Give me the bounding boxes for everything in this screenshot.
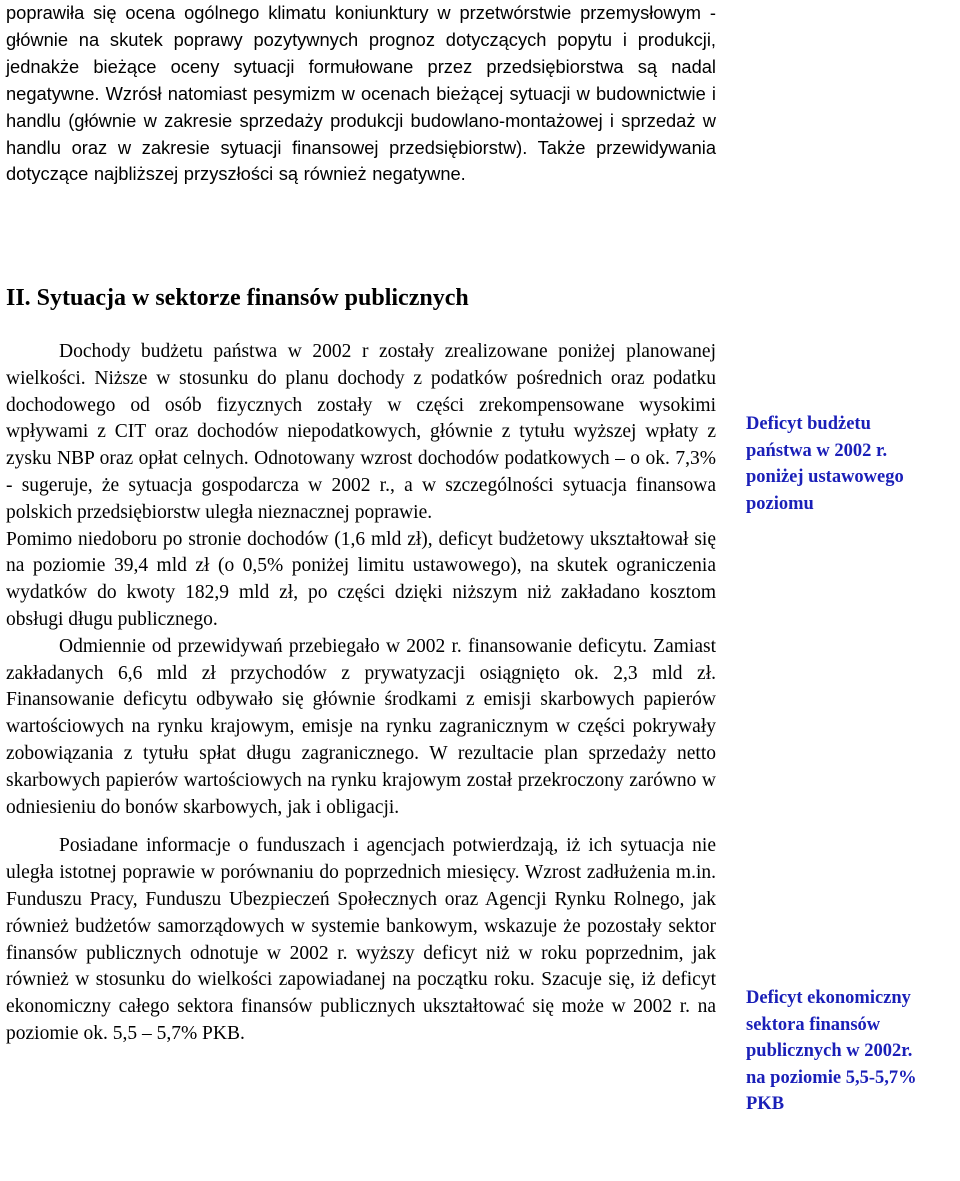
paragraph-financing: Odmiennie od przewidywań przebiegało w 2002 r. finansowanie deficytu. Zamiast zakładanych 6,6 mld zł przychodów z prywatyzacji osiągnięto ok. 2,3 mld zł. Finansowanie deficytu odbywało się głównie środkami z emisji skarbowych papierów wartościowych na rynku krajowym, emisje na rynku zagranicznym w części pokrywały zobowiązania z tytułu spłat długu zagranicznego. W rezultacie plan sprzedaży netto skarbowych papierów wartościowych na rynku krajowym został przekroczony zarówno w odniesieniu do bonów skarbowych, jak i obligacji. [6,635,716,818]
intro-paragraph: poprawiła się ocena ogólnego klimatu koniunktury w przetwórstwie przemysłowym - głównie na skutek poprawy pozytywnych prognoz dotyczących popytu i produkcji, jednakże bieżące oceny sytuacji formułowane przez przedsiębiorstwa są nadal negatywne. Wzrósł natomiast pesymizm w ocenach bieżącej sytuacji w budownictwie i handlu (głównie w zakresie sprzedaży produkcji budowlano-montażowej i sprzedaż w handlu oraz w zakresie sytuacji finansowej przedsiębiorstw). Także przewidywania dotyczące najbliższej przyszłości są również negatywne. [6,2,716,185]
section-heading: II. Sytuacja w sektorze finansów publicznych [6,285,469,311]
sidenote-budget-deficit [746,411,958,517]
paragraph-deficit: Pomimo niedoboru po stronie dochodów (1,6 mld zł), deficyt budżetowy ukształtował się na poziomie 39,4 mld zł (o 0,5% poniżej limitu ustawowego), na skutek ograniczenia wydatków do kwoty 182,9 mld zł, po części dzięki niższym niż zakładano kosztom obsługi długu publicznego. [6,528,716,630]
sidenote-line: poziomu [746,493,814,514]
sidenote-line: państwa w 2002 r. [746,440,888,461]
sidenote-economic-deficit [746,985,958,1118]
sidenote-line: PKB [746,1094,785,1114]
sidenote-line: poniżej ustawowego [746,467,904,487]
sidenote-line: Deficyt ekonomiczny [746,988,911,1008]
sidenote-line: Deficyt budżetu [746,414,871,434]
section-body [6,339,716,1048]
sidenote-line: sektora finansów [746,1014,881,1035]
sidenote-line: publicznych w 2002r. [746,1041,913,1061]
sidenote-line: na poziomie 5,5-5,7% [746,1067,917,1088]
paragraph-funds: Posiadane informacje o funduszach i agencjach potwierdzają, iż ich sytuacja nie uległa istotnej poprawie w porównaniu do poprzednich miesięcy. Wzrost zadłużenia m.in. Funduszu Pracy, Funduszu Ubezpieczeń Społecznych oraz Agencji Rynku Rolnego, jak również budżetów samorządowych w systemie bankowym, wskazuje że pozostały sektor finansów publicznych odnotuje w 2002 r. wyższy deficyt niż w roku poprzednim, jak również w stosunku do wielkości zapowiadanej na początku roku. Szacuje się, iż deficyt ekonomiczny całego sektora finansów publicznych ukształtować się może w 2002 r. na poziomie ok. 5,5 – 5,7% PKB. [6,835,716,1044]
paragraph-gap [6,821,716,833]
paragraph-revenue: Dochody budżetu państwa w 2002 r zostały zrealizowane poniżej planowanej wielkości. Niższe w stosunku do planu dochody z podatków pośrednich oraz podatku dochodowego od osób fizycznych zostały w części zrekompensowane wysokimi wpływami z CIT oraz dochodów niepodatkowych, głównie z tytułu wyższej wpłaty z zysku NBP oraz opłat celnych. Odnotowany wzrost dochodów podatkowych – o ok. 7,3% - sugeruje, że sytuacja gospodarcza w 2002 r., a w szczególności sytuacja finansowa polskich przedsiębiorstw uległa nieznacznej poprawie. [6,341,716,523]
